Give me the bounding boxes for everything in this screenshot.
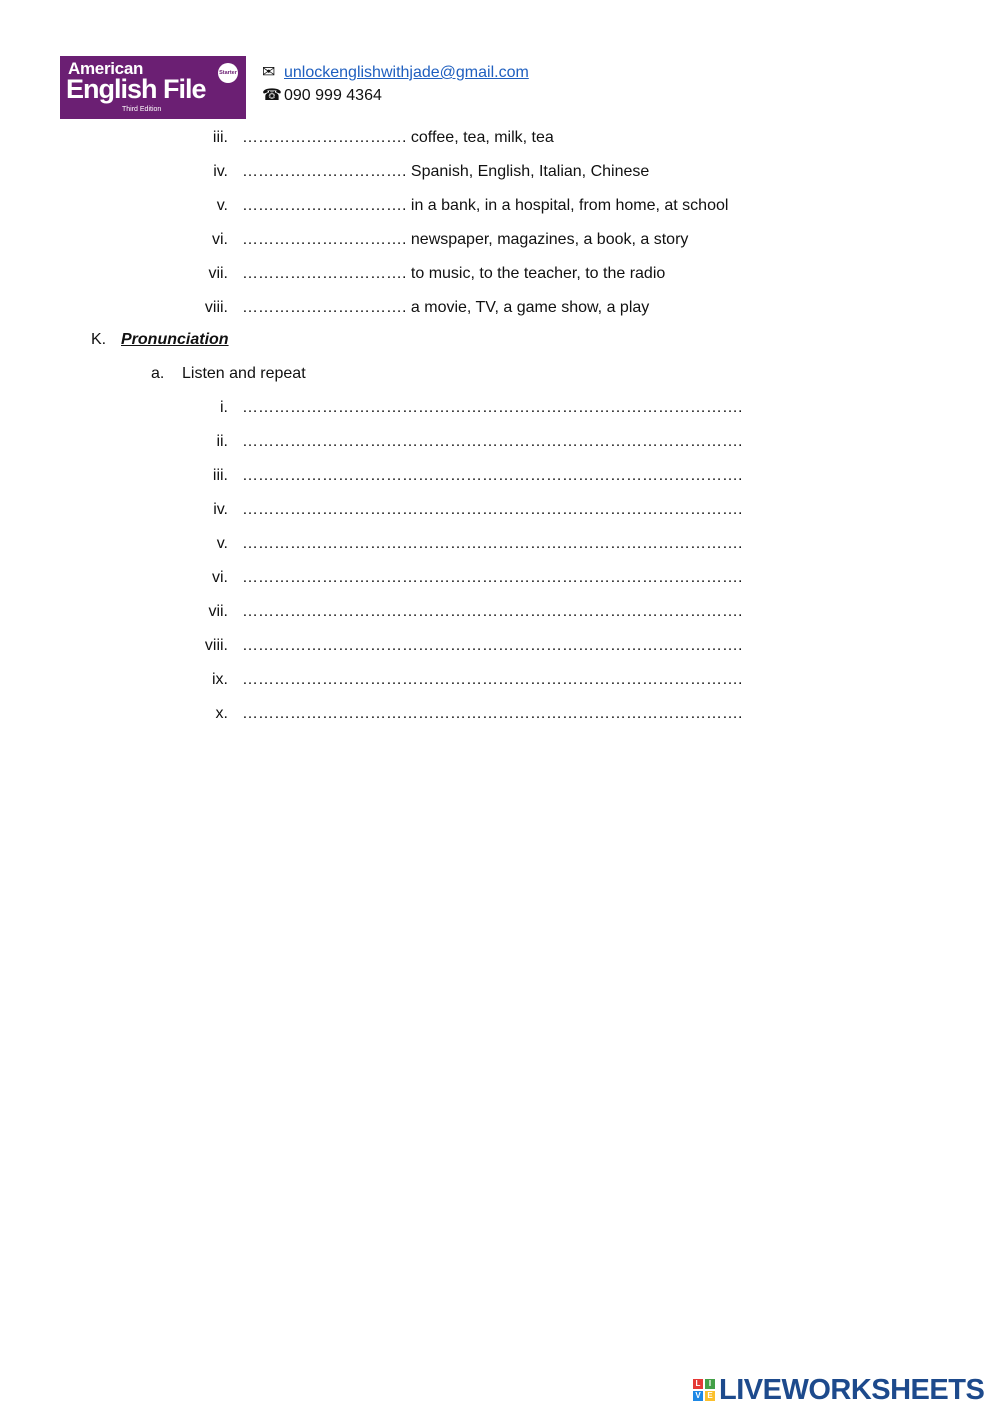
item-number: iv.	[213, 163, 228, 180]
answer-blank[interactable]	[242, 129, 554, 147]
blank-dots: ………………………….	[242, 265, 407, 282]
answer-blank[interactable]: ………………………………………………………………………………….	[242, 467, 743, 484]
item-number: vii.	[208, 265, 228, 282]
section-letter: K.	[91, 331, 107, 348]
answer-blank[interactable]: ………………………………………………………………………………….	[242, 705, 743, 722]
answer-blank[interactable]: ………………………………………………………………………………….	[242, 433, 743, 450]
section-title: Pronunciation	[121, 331, 229, 348]
answer-blank[interactable]	[242, 265, 665, 283]
answer-blank[interactable]	[242, 231, 688, 249]
liveworksheets-logo-icon	[692, 1378, 716, 1402]
item-text: in a bank, in a hospital, from home, at school	[410, 197, 729, 214]
item-number: v.	[216, 535, 228, 552]
blank-dots: ………………………….	[242, 299, 407, 316]
contact-info	[262, 61, 529, 107]
item-number: vi.	[212, 231, 228, 248]
item-text: coffee, tea, milk, tea	[410, 129, 554, 146]
logo-starter-badge: Starter	[218, 63, 238, 83]
item-number: ix.	[212, 671, 228, 688]
blank-dots: ………………………….	[242, 231, 407, 248]
liveworksheets-footer	[692, 1373, 984, 1407]
item-number: v.	[216, 197, 228, 214]
logo-line2: English File	[66, 74, 206, 104]
item-number: i.	[220, 399, 228, 416]
logo-square: I	[705, 1379, 715, 1389]
logo-square: E	[705, 1391, 715, 1401]
answer-blank[interactable]: ………………………………………………………………………………….	[242, 569, 743, 586]
answer-blank[interactable]	[242, 299, 649, 317]
logo-square: V	[693, 1391, 703, 1401]
item-number: iii.	[212, 467, 228, 484]
logo-line1: American	[68, 59, 144, 78]
logo-edition: Third Edition	[122, 106, 162, 113]
envelope-icon: ✉	[262, 64, 276, 81]
item-number: vii.	[208, 603, 228, 620]
item-number: viii.	[204, 299, 228, 316]
item-number: ii.	[216, 433, 228, 450]
answer-blank[interactable]: ………………………………………………………………………………….	[242, 603, 743, 620]
answer-blank[interactable]: ………………………………………………………………………………….	[242, 535, 743, 552]
answer-blank[interactable]	[242, 163, 649, 181]
item-text: to music, to the teacher, to the radio	[410, 265, 666, 282]
item-number: iv.	[213, 501, 228, 518]
logo-square: L	[693, 1379, 703, 1389]
item-number: vi.	[212, 569, 228, 586]
answer-blank[interactable]: ………………………………………………………………………………….	[242, 501, 743, 518]
phone-number: 090 999 4364	[284, 87, 382, 104]
answer-blank[interactable]: ………………………………………………………………………………….	[242, 671, 743, 688]
email-link[interactable]: unlockenglishwithjade@gmail.com	[284, 64, 529, 81]
blank-dots: ………………………….	[242, 129, 407, 146]
item-number: x.	[215, 705, 228, 722]
item-text: a movie, TV, a game show, a play	[410, 299, 650, 316]
blank-dots: ………………………….	[242, 163, 407, 180]
phone-icon: ☎	[262, 87, 282, 104]
american-english-file-logo	[60, 56, 246, 119]
answer-blank[interactable]	[242, 197, 728, 215]
item-number: viii.	[204, 637, 228, 654]
item-text: newspaper, magazines, a book, a story	[410, 231, 689, 248]
item-number: iii.	[212, 129, 228, 146]
blank-dots: ………………………….	[242, 197, 407, 214]
answer-blank[interactable]: ………………………………………………………………………………….	[242, 637, 743, 654]
item-text: Spanish, English, Italian, Chinese	[410, 163, 650, 180]
liveworksheets-brand: LIVEWORKSHEETS	[719, 1373, 985, 1406]
subsection-text: Listen and repeat	[182, 365, 306, 382]
subsection-letter: a.	[151, 365, 165, 382]
answer-blank[interactable]: ………………………………………………………………………………….	[242, 399, 743, 416]
